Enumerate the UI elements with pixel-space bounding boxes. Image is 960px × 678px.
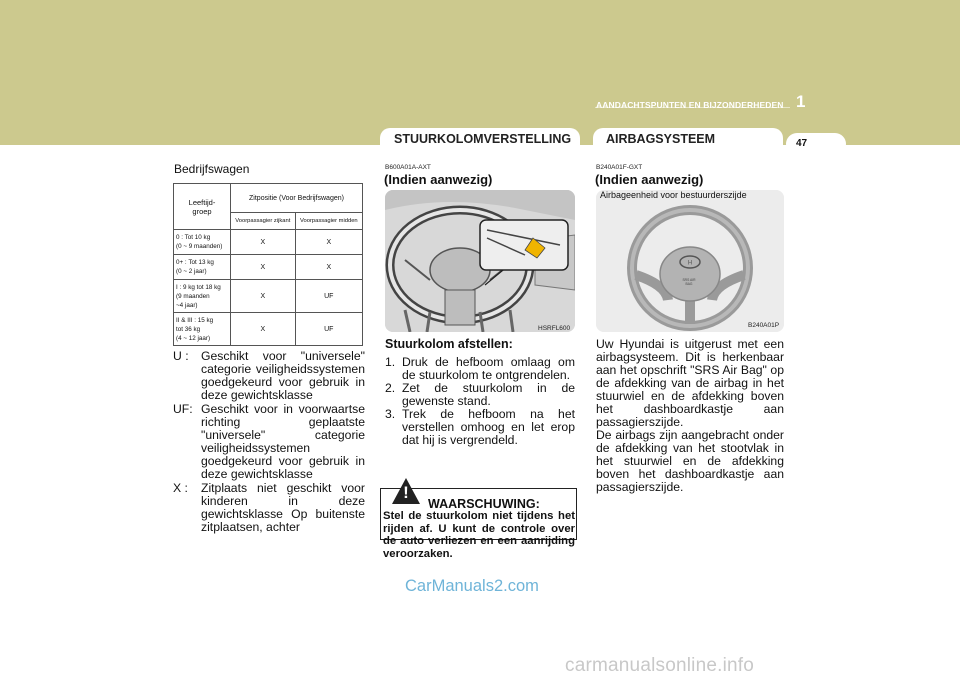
figure-caption: Airbageenheid voor bestuurderszijde xyxy=(600,190,747,200)
section-code: B240A01F-GXT xyxy=(596,164,643,171)
legend-key: U : xyxy=(173,349,189,363)
step-text: Druk de hefboom omlaag om de stuurkolom te ontgrendelen. xyxy=(402,355,575,382)
row-label: I : 9 kg tot 18 kg (9 maanden ~4 jaar) xyxy=(174,280,231,313)
chapter-number: 1 xyxy=(796,92,806,111)
table-row xyxy=(174,313,363,346)
steering-wheel-drawing xyxy=(596,190,784,332)
legend-key: UF: xyxy=(173,402,193,416)
step-text: Zet de stuurkolom in de gewenste stand. xyxy=(402,381,575,408)
airbag-mark: SRS AIR BAG xyxy=(682,278,696,286)
list-item xyxy=(385,356,575,382)
legend-key: X : xyxy=(173,481,188,495)
svg-text:H: H xyxy=(687,260,693,267)
legend-item xyxy=(173,482,365,534)
age-group-header xyxy=(174,184,231,230)
list-item xyxy=(385,408,575,447)
list-item xyxy=(385,382,575,408)
condition-label: (Indien aanwezig) xyxy=(595,172,704,187)
airbag-paragraph-2: De airbags zijn aangebracht onder de afdekking van het stootvlak in het stuurwiel en de afdekking boven het dashboardkastje aan passagierszijde. xyxy=(596,428,784,494)
side-cell: X xyxy=(231,255,296,280)
watermark-carmanuals2: CarManuals2.com xyxy=(405,577,539,595)
middle-cell: UF xyxy=(295,280,362,313)
middle-cell: X xyxy=(295,230,362,255)
section-tab-steering: STUURKOLOMVERSTELLING xyxy=(380,128,580,148)
section-tab-airbag: AIRBAGSYSTEEM xyxy=(593,128,783,148)
warning-text: Stel de stuurkolom niet tijdens het rijden af. U kunt de controle over de auto verliezen en een aanrijding veroorzaken. xyxy=(383,510,575,560)
legend-text: Geschikt voor "universele" categorie veiligheidssystemen goedgekeurd voor gebruik in deze gewichtsklasse xyxy=(201,349,365,402)
legend-text: Geschikt voor in voorwaartse richting geplaatste "universele" categorie veiligheidssystemen goedgekeurd voor gebruik in deze gewichtsklasse xyxy=(201,402,365,481)
header-band xyxy=(0,0,960,145)
middle-cell: X xyxy=(295,255,362,280)
figure-code: B240A01P xyxy=(748,322,780,329)
table-legend xyxy=(173,350,365,535)
section-heading: Bedrijfswagen xyxy=(174,162,250,176)
side-passenger-header: Voorpassagier zijkant xyxy=(231,213,296,230)
legend-text: Zitplaats niet geschikt voor kinderen in deze gewichtsklasse Op buitenste zitplaatsen, achter xyxy=(201,481,365,534)
step-number: 2. xyxy=(385,381,396,395)
table-row xyxy=(174,280,363,313)
watermark-carmanualsonline: carmanualsonline.info xyxy=(565,655,755,676)
subsection-heading: Stuurkolom afstellen: xyxy=(385,337,513,351)
steering-column-illustration xyxy=(385,190,575,332)
figure-code: HSRFL600 xyxy=(538,325,571,332)
page-number: 47 xyxy=(786,133,846,155)
row-label: 0+ : Tot 13 kg (0 ~ 2 jaar) xyxy=(174,255,231,280)
step-number: 3. xyxy=(385,407,396,421)
table-row xyxy=(174,230,363,255)
condition-label: (Indien aanwezig) xyxy=(384,172,493,187)
legend-item xyxy=(173,350,365,402)
adjustment-steps xyxy=(385,356,575,447)
side-cell: X xyxy=(231,280,296,313)
steering-column-drawing xyxy=(385,190,575,332)
chapter-title: AANDACHTSPUNTEN EN BIJZONDERHEDEN xyxy=(596,100,784,110)
middle-passenger-header: Voorpassagier midden xyxy=(295,213,362,230)
row-label: II & III : 15 kg tot 36 kg (4 ~ 12 jaar) xyxy=(174,313,231,346)
age-group-header-text: Leeftijd- groep xyxy=(188,197,216,216)
airbag-paragraph-1: Uw Hyundai is uitgerust met een airbagsysteem. Dit is herkenbaar aan het opschrift "SRS Air Bag" op de afdekking van de airbag in het stuurwiel en de afdekking boven het dashboardkastje aan passagierszijde. xyxy=(596,337,784,429)
middle-cell: UF xyxy=(295,313,362,346)
side-cell: X xyxy=(231,313,296,346)
legend-item xyxy=(173,403,365,481)
warning-exclamation: ! xyxy=(403,483,409,502)
row-label: 0 : Tot 10 kg (0 ~ 9 maanden) xyxy=(174,230,231,255)
airbag-illustration xyxy=(596,190,784,332)
step-text: Trek de hefboom na het verstellen omhoog en let erop dat hij is vergrendeld. xyxy=(402,407,575,447)
side-cell: X xyxy=(231,230,296,255)
step-number: 1. xyxy=(385,355,396,369)
warning-title: WAARSCHUWING: xyxy=(428,497,540,511)
child-seat-table xyxy=(173,183,363,346)
seat-position-header: Zitpositie (Voor Bedrijfswagen) xyxy=(231,184,363,213)
table-row xyxy=(174,255,363,280)
section-code: B600A01A-AXT xyxy=(385,164,431,171)
